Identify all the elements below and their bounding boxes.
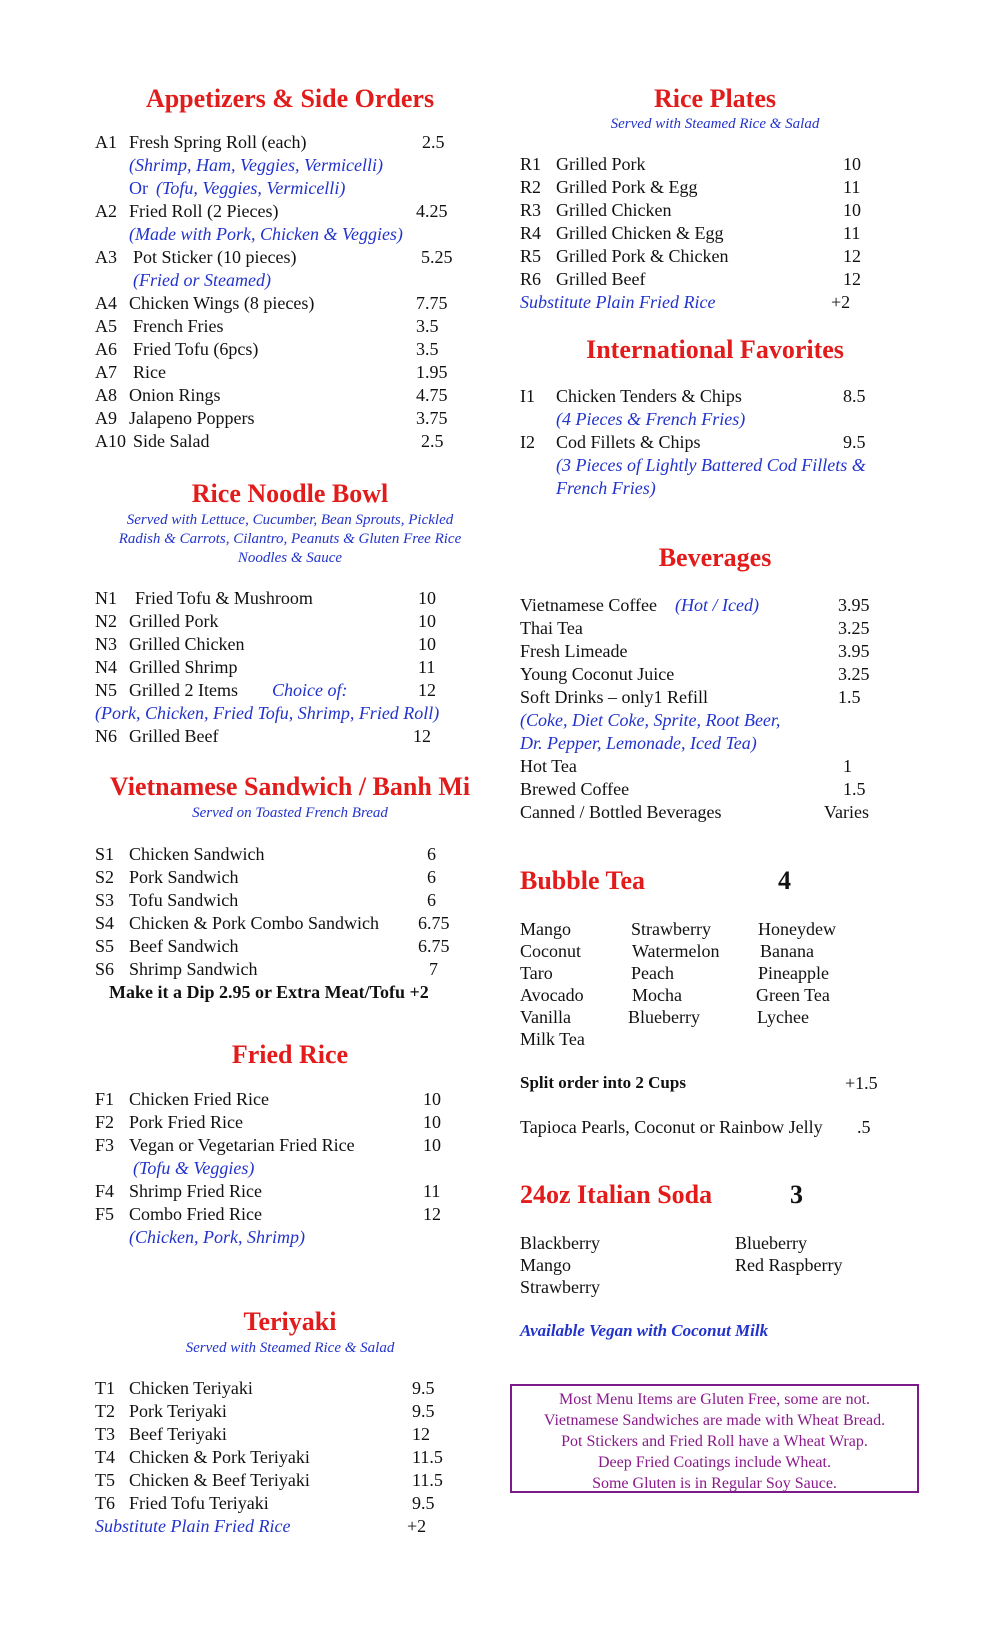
menu-item-price: 6: [427, 844, 436, 864]
beverage-note: Dr. Pepper, Lemonade, Iced Tea): [520, 733, 757, 753]
menu-item-name: Combo Fried Rice: [129, 1204, 262, 1224]
menu-item-code: S1: [95, 844, 115, 864]
menu-item-code: S4: [95, 913, 115, 933]
menu-item-price: 11: [423, 1181, 441, 1201]
menu-item-name: Pork Fried Rice: [129, 1112, 243, 1132]
beverage-price: 3.25: [838, 664, 870, 684]
beverage-note: (Hot / Iced): [675, 595, 759, 615]
menu-item-code: I2: [520, 432, 535, 452]
italiansoda-title: 24oz Italian Soda: [520, 1180, 713, 1209]
gluten-notice-line: Vietnamese Sandwiches are made with Wheat Bread.: [543, 1412, 886, 1429]
menu-item-name: Chicken Sandwich: [129, 844, 265, 864]
menu-item-price: 3.75: [416, 408, 448, 428]
menu-item-note: French Fries): [556, 478, 656, 498]
bubbletea-flavor: Taro: [520, 963, 553, 983]
sandwich-extra: Make it a Dip 2.95 or Extra Meat/Tofu +2: [109, 982, 429, 1002]
menu-item-price: 10: [418, 611, 436, 631]
menu-item-name: Fried Roll (2 Pieces): [129, 201, 279, 221]
menu-item-name: Onion Rings: [129, 385, 221, 405]
menu-item-note: (Fried or Steamed): [133, 270, 271, 290]
substitute-price: +2: [407, 1516, 427, 1536]
menu-item-code: F1: [95, 1089, 115, 1109]
menu-item-code: A3: [95, 247, 117, 267]
menu-item-price: 6.75: [418, 913, 450, 933]
menu-item-name: Chicken Wings (8 pieces): [129, 293, 315, 313]
menu-item-code: S6: [95, 959, 115, 979]
menu-item-name: Pork Sandwich: [129, 867, 239, 887]
menu-item-code: A10: [95, 431, 126, 451]
menu-item-price: 4.25: [416, 201, 448, 221]
menu-item-price: 9.5: [412, 1493, 435, 1513]
noodle-subtitle: Served with Lettuce, Cucumber, Bean Sprouts, Pickled: [126, 512, 454, 528]
menu-item-name: Chicken Teriyaki: [129, 1378, 253, 1398]
menu-item-price: 7: [429, 959, 438, 979]
menu-item-price: 2.5: [422, 132, 445, 152]
bubbletea-flavor: Blueberry: [628, 1007, 700, 1027]
menu-item-name: Tofu Sandwich: [129, 890, 239, 910]
bubbletea-flavor: Vanilla: [520, 1007, 571, 1027]
menu-item-code: S3: [95, 890, 115, 910]
beverage-price: Varies: [824, 802, 869, 822]
menu-item-code: T4: [95, 1447, 115, 1467]
menu-item-name: Grilled Pork: [129, 611, 219, 631]
menu-item-price: 10: [418, 634, 436, 654]
menu-item-note: (Tofu & Veggies): [133, 1158, 255, 1178]
menu-item-choice: Choice of:: [272, 680, 348, 700]
menu-item-name: Shrimp Sandwich: [129, 959, 258, 979]
teriyaki-title: Teriyaki: [243, 1307, 337, 1336]
menu-item-code: A1: [95, 132, 117, 152]
menu-item-code: T3: [95, 1424, 115, 1444]
menu-item-name: Chicken Fried Rice: [129, 1089, 269, 1109]
menu-item-code: A6: [95, 339, 117, 359]
tapioca-label: Tapioca Pearls, Coconut or Rainbow Jelly: [520, 1117, 823, 1137]
menu-item-name: French Fries: [133, 316, 224, 336]
teriyaki-subtitle: Served with Steamed Rice & Salad: [185, 1340, 395, 1356]
menu-item-code: N5: [95, 680, 117, 700]
menu-item-code: S2: [95, 867, 115, 887]
menu-item-code: N2: [95, 611, 117, 631]
menu-item-name: Rice: [133, 362, 166, 382]
beverage-price: 3.95: [838, 595, 870, 615]
vegan-note: Available Vegan with Coconut Milk: [520, 1321, 769, 1340]
bubbletea-flavor: Banana: [760, 941, 814, 961]
substitute-note: Substitute Plain Fried Rice: [95, 1516, 291, 1536]
bubbletea-flavor: Watermelon: [632, 941, 720, 961]
menu-item-code: N3: [95, 634, 117, 654]
menu-item-code: T6: [95, 1493, 115, 1513]
menu-item-note: (Pork, Chicken, Fried Tofu, Shrimp, Fried Roll): [95, 703, 440, 723]
menu-item-price: 9.5: [412, 1378, 435, 1398]
menu-item-name: Vegan or Vegetarian Fried Rice: [129, 1135, 355, 1155]
menu-item-price: 4.75: [416, 385, 448, 405]
beverage-price: 1.5: [843, 779, 866, 799]
menu-item-price: 3.5: [416, 339, 439, 359]
split-order-label: Split order into 2 Cups: [520, 1073, 686, 1092]
riceplates-title: Rice Plates: [653, 84, 776, 113]
menu-item-code: F3: [95, 1135, 115, 1155]
menu-item-code: A7: [95, 362, 117, 382]
menu-item-name: Grilled Beef: [556, 269, 646, 289]
noodle-subtitle: Noodles & Sauce: [237, 550, 343, 566]
menu-item-name: Fresh Spring Roll (each): [129, 132, 307, 152]
menu-item-name: Chicken & Pork Teriyaki: [129, 1447, 310, 1467]
bubbletea-flavor: Peach: [631, 963, 674, 983]
menu-item-code: A4: [95, 293, 117, 313]
menu-item-code: R2: [520, 177, 542, 197]
split-order-price: +1.5: [845, 1073, 878, 1093]
beverage-name: Vietnamese Coffee: [520, 595, 658, 615]
noodle-subtitle: Radish & Carrots, Cilantro, Peanuts & Gluten Free Rice: [118, 531, 462, 547]
menu-item-name: Grilled Chicken: [556, 200, 672, 220]
menu-item-name: Grilled Pork & Chicken: [556, 246, 729, 266]
soda-flavor: Red Raspberry: [735, 1255, 843, 1275]
gluten-notice-line: Most Menu Items are Gluten Free, some are not.: [558, 1391, 871, 1408]
menu-item-code: R5: [520, 246, 542, 266]
substitute-price: +2: [831, 292, 851, 312]
gluten-notice-box: [510, 1384, 919, 1493]
menu-item-name: Fried Tofu & Mushroom: [135, 588, 313, 608]
menu-item-code: R6: [520, 269, 542, 289]
menu-item-code: S5: [95, 936, 115, 956]
menu-item-price: 12: [412, 1424, 430, 1444]
menu-item-note: (Made with Pork, Chicken & Veggies): [129, 224, 403, 244]
menu-item-name: Pork Teriyaki: [129, 1401, 227, 1421]
bubbletea-title: Bubble Tea: [520, 866, 646, 895]
menu-item-name: Pot Sticker (10 pieces): [133, 247, 297, 267]
bubbletea-flavor: Mango: [520, 919, 571, 939]
menu-item-code: N1: [95, 588, 117, 608]
menu-item-price: 5.25: [421, 247, 453, 267]
menu-item-code: R4: [520, 223, 542, 243]
bubbletea-flavor: Milk Tea: [520, 1029, 585, 1049]
beverage-name: Young Coconut Juice: [520, 664, 675, 684]
soda-flavor: Mango: [520, 1255, 571, 1275]
menu-item-name: Side Salad: [133, 431, 210, 451]
menu-item-price: 12: [843, 246, 861, 266]
menu-item-name: Chicken & Pork Combo Sandwich: [129, 913, 379, 933]
menu-item-name: Grilled Shrimp: [129, 657, 238, 677]
sandwich-title: Vietnamese Sandwich / Banh Mi: [109, 772, 471, 801]
bubbletea-flavor: Lychee: [757, 1007, 809, 1027]
menu-item-price: 6: [427, 890, 436, 910]
menu-item-name: Grilled Beef: [129, 726, 219, 746]
italiansoda-price: 3: [790, 1180, 803, 1209]
menu-item-name: Grilled Chicken & Egg: [556, 223, 724, 243]
menu-item-price: 10: [843, 154, 861, 174]
menu-item-name: Chicken Tenders & Chips: [556, 386, 742, 406]
beverages-title: Beverages: [658, 543, 772, 572]
menu-item-code: R3: [520, 200, 542, 220]
menu-item-code: N4: [95, 657, 117, 677]
menu-item-price: 9.5: [412, 1401, 435, 1421]
menu-item-price: 12: [413, 726, 431, 746]
menu-item-price: 11: [418, 657, 436, 677]
menu-item-code: A2: [95, 201, 117, 221]
soda-flavor: Blueberry: [735, 1233, 807, 1253]
menu-item-name: Grilled Chicken: [129, 634, 245, 654]
menu-item-code: F5: [95, 1204, 115, 1224]
menu-item-price: 11: [843, 177, 861, 197]
menu-item-note: (Shrimp, Ham, Veggies, Vermicelli): [129, 155, 383, 175]
bubbletea-flavor: Honeydew: [758, 919, 836, 939]
bubbletea-flavor: Green Tea: [756, 985, 830, 1005]
menu-item-price: 12: [423, 1204, 441, 1224]
beverage-price: 3.95: [838, 641, 870, 661]
menu-item-price: 6: [427, 867, 436, 887]
beverage-price: 3.25: [838, 618, 870, 638]
beverage-name: Hot Tea: [520, 756, 577, 776]
menu-item-price: 12: [843, 269, 861, 289]
menu-item-price: 9.5: [843, 432, 866, 452]
menu-item-code: T5: [95, 1470, 115, 1490]
menu-item-code: A8: [95, 385, 117, 405]
menu-item-price: 7.75: [416, 293, 448, 313]
menu-item-name: Fried Tofu (6pcs): [133, 339, 259, 359]
international-title: International Favorites: [586, 335, 844, 364]
menu-item-price: 11: [843, 223, 861, 243]
soda-flavor: Strawberry: [520, 1277, 600, 1297]
gluten-notice-line: Some Gluten is in Regular Soy Sauce.: [592, 1475, 837, 1492]
menu-item-price: 12: [418, 680, 436, 700]
menu-item-code: N6: [95, 726, 117, 746]
menu-item-name: Grilled Pork & Egg: [556, 177, 698, 197]
beverage-price: 1.5: [838, 687, 861, 707]
menu-item-price: 8.5: [843, 386, 866, 406]
menu-item-code: T2: [95, 1401, 115, 1421]
substitute-note: Substitute Plain Fried Rice: [520, 292, 716, 312]
menu-item-name: Grilled 2 Items: [129, 680, 238, 700]
bubbletea-flavor: Avocado: [520, 985, 584, 1005]
menu-item-note-prefix: Or: [129, 178, 148, 198]
beverage-name: Thai Tea: [520, 618, 583, 638]
menu-item-code: A9: [95, 408, 117, 428]
bubbletea-price: 4: [778, 866, 791, 895]
menu-item-name: Beef Sandwich: [129, 936, 239, 956]
menu-item-name: Cod Fillets & Chips: [556, 432, 701, 452]
menu-item-code: F2: [95, 1112, 115, 1132]
menu-item-price: 1.95: [416, 362, 448, 382]
menu-item-code: R1: [520, 154, 542, 174]
noodle-title: Rice Noodle Bowl: [191, 479, 389, 508]
menu-item-price: 10: [843, 200, 861, 220]
menu-item-name: Grilled Pork: [556, 154, 646, 174]
menu-item-name: Beef Teriyaki: [129, 1424, 227, 1444]
riceplates-subtitle: Served with Steamed Rice & Salad: [610, 116, 820, 132]
bubbletea-flavor: Mocha: [632, 985, 682, 1005]
menu-item-price: 10: [423, 1135, 441, 1155]
bubbletea-flavor: Pineapple: [758, 963, 829, 983]
menu-item-name: Fried Tofu Teriyaki: [129, 1493, 269, 1513]
bubbletea-flavor: Strawberry: [631, 919, 711, 939]
menu-item-name: Jalapeno Poppers: [129, 408, 255, 428]
menu-item-note: (4 Pieces & French Fries): [556, 409, 746, 429]
menu-item-price: 6.75: [418, 936, 450, 956]
menu-item-price: 10: [423, 1112, 441, 1132]
sandwich-subtitle: Served on Toasted French Bread: [192, 805, 388, 821]
beverage-note: (Coke, Diet Coke, Sprite, Root Beer,: [520, 710, 781, 730]
menu-item-price: 10: [423, 1089, 441, 1109]
beverage-name: Fresh Limeade: [520, 641, 628, 661]
bubbletea-flavor: Coconut: [520, 941, 581, 961]
menu-item-name: Chicken & Beef Teriyaki: [129, 1470, 310, 1490]
gluten-notice-line: Pot Stickers and Fried Roll have a Wheat Wrap.: [561, 1433, 868, 1450]
menu-item-note: (3 Pieces of Lightly Battered Cod Fillets &: [556, 455, 866, 475]
gluten-notice-line: Deep Fried Coatings include Wheat.: [598, 1454, 831, 1471]
menu-item-code: A5: [95, 316, 117, 336]
beverage-name: Canned / Bottled Beverages: [520, 802, 722, 822]
soda-flavor: Blackberry: [520, 1233, 600, 1253]
beverage-price: 1: [843, 756, 852, 776]
appetizers-title: Appetizers & Side Orders: [145, 84, 435, 113]
menu-item-price: 10: [418, 588, 436, 608]
friedrice-title: Fried Rice: [231, 1040, 349, 1069]
menu-item-code: F4: [95, 1181, 115, 1201]
menu-item-price: 2.5: [421, 431, 444, 451]
menu-item-price: 11.5: [412, 1447, 443, 1467]
beverage-name: Brewed Coffee: [520, 779, 630, 799]
beverage-name: Soft Drinks – only1 Refill: [520, 687, 708, 707]
menu-item-note: (Tofu, Veggies, Vermicelli): [156, 178, 346, 198]
menu-item-code: I1: [520, 386, 535, 406]
menu-item-price: 3.5: [416, 316, 439, 336]
menu-item-note: (Chicken, Pork, Shrimp): [129, 1227, 305, 1247]
menu-item-code: T1: [95, 1378, 115, 1398]
menu-item-price: 11.5: [412, 1470, 443, 1490]
menu-item-name: Shrimp Fried Rice: [129, 1181, 262, 1201]
tapioca-price: .5: [857, 1117, 871, 1137]
